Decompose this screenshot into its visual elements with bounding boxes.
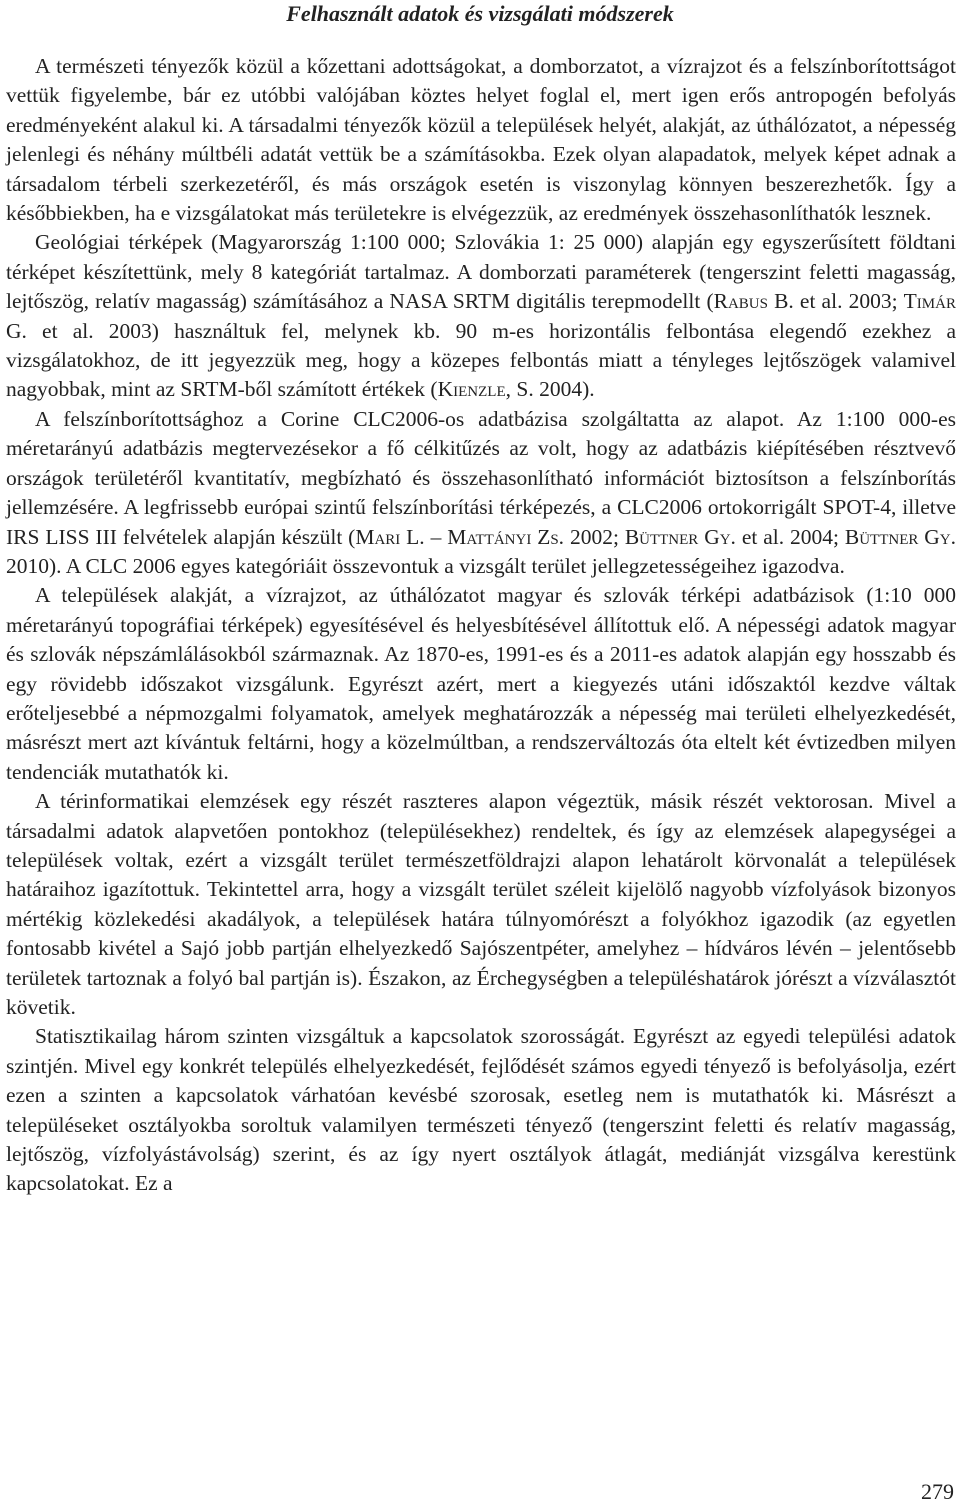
- paragraph-text: A természeti tényezők közül a kőzettani adottságokat, a domborzatot, a vízrajzot és a felszínborítottságot vettük figyelembe, bár ez utóbbi valójában köztes helyet foglal el, mert igen erős antropogén befolyás eredményeként alakul ki. A társadalmi tényezők közül a települések helyét, alakját, az úthálózatot, a népesség jelenlegi és néhány múltbéli adatát vettük be a számításokba. Ezek olyan alapadatok, melyek képet adnak a társadalom térbeli szerkezetéről, és más országok esetén is viszonylag könnyen beszerezhetők. Így a későbbiekben, ha e vizsgálatokat más területekre is elvégezzük, az eredmények összehasonlíthatók lesznek.: [6, 54, 956, 226]
- citation-author: Timár: [903, 289, 956, 314]
- paragraph-text: B. et al. 2003;: [767, 289, 904, 314]
- paragraph-statistics: [6, 1022, 956, 1198]
- citation-author: Kienzle: [437, 377, 506, 402]
- paragraph-text: A települések alakját, a vízrajzot, az úthálózatot magyar és szlovák térképi adatbázisok (1:10 000 méretarányú topográfiai térképek) egyesítésével és helyesbítésével állítottuk elő. A népességi adatok magyar és szlovák népszámlálásokból származnak. Az 1870-es, 1991-es és a 2011-es adatok alapján egy hosszabb és egy rövidebb időszakot vizsgálunk. Egyrészt azért, mert a kiegyezés utáni időszaktól kezdve váltak erőteljesebbé a népmozgalmi folyamatok, amelyek meghatározzák a népesség mai területi elhelyezkedését, másrészt mert azt kívántuk feltárni, hogy a közelmúltban, a rendszerváltozás óta eltelt két évtizedben milyen tendenciák mutathatók ki.: [6, 583, 956, 784]
- paragraph-settlements-population: [6, 581, 956, 787]
- paragraph-text: Geológiai térképek (Magyarország 1:100 000; Szlovákia 1: 25 000) alapján egy egyszerűsített földtani térképet készítettünk, mely 8 kategóriát tartalmaz. A domborzati paraméterek (tengerszint feletti magasság, lejtőszög, relatív magasság) számításához a NASA SRTM digitális terepmodellt (: [6, 230, 956, 314]
- paragraph-geology-relief: [6, 228, 956, 404]
- paragraph-data-sources: [6, 52, 956, 228]
- paragraph-text: Statisztikailag három szinten vizsgáltuk a kapcsolatok szorosságát. Egyrészt az egyedi települési adatok szintjén. Mivel egy konkrét település elhelyezkedését, fejlődését számos egyedi tényező is befolyásolja, ezért ezen a szinten a kapcsolatok várhatóan kevésbé szorosak, esetleg nem is mutathatók ki. Másrészt a településeket osztályokba soroltuk valamilyen természeti tényező (tengerszint feletti és relatív magasság, lejtőszög, vízfolyástávolság) szerint, és az így nyert osztályok átlagát, mediánját vizsgálva kerestünk kapcsolatokat. Ez a: [6, 1024, 956, 1196]
- body-text: [6, 52, 956, 1199]
- paragraph-land-cover: [6, 405, 956, 581]
- citation-author: Büttner Gy.: [624, 524, 736, 549]
- paragraph-text: 2010). A CLC 2006 egyes kategóriáit összevontuk a vizsgált terület jellegzetességeihez igazodva.: [6, 553, 845, 578]
- paragraph-text: G. et al. 2003) használtuk fel, melynek kb. 90 m-es horizontális felbontása elegendő ezekhez a vizsgálatokhoz, de itt jegyezzük meg, hogy a közepes felbontás miatt a tényleges lejtőszögek valamivel nagyobbak, mint az SRTM-ből számított értékek (: [6, 318, 956, 402]
- paragraph-text: et al. 2004;: [735, 524, 845, 549]
- citation-author: Mari L.: [355, 524, 425, 549]
- paragraph-text: 2002;: [564, 524, 625, 549]
- paragraph-text: A térinformatikai elemzések egy részét raszteres alapon végeztük, másik részét vektorosan. Mivel a társadalmi adatok alapvetően pontokhoz (településekhez) rendeltek, és így az elemzések alapegységei a települések voltak, ezért a vizsgált terület természetföldrajzi alapon lehatárolt körvonalát a települések határaihoz igazítottuk. Tekintettel arra, hogy a vizsgált terület széleit kijelölő nagyobb vízfolyások bizonyos mértékig közlekedési akadályok, a települések határa túlnyomórészt a folyókhoz igazodik (az egyetlen fontosabb kivétel a Sajó jobb partján elhelyezkedő Sajószentpéter, amelyhez – hídváros lévén – jelentősebb területek tartoznak a folyó bal partján is). Északon, az Érchegységben a településhatárok jórészt a vízválasztót követik.: [6, 789, 956, 1019]
- citation-author: Büttner Gy.: [844, 524, 956, 549]
- section-heading: Felhasznált adatok és vizsgálati módszerek: [286, 1, 674, 26]
- paragraph-text: , S. 2004).: [505, 377, 595, 402]
- paragraph-text: A felszínborítottsághoz a Corine CLC2006-os adatbázisa szolgáltatta az alapot. Az 1:100 000-es méretarányú adatbázis megtervezésekor a fő célkitűzés az volt, hogy az adatbázis kiépítésében résztvevő országok területéről kvantitatív, megbízható és összehasonlítható információt biztosítson a felszínborítás jellemzésére. A legfrissebb európai szintű felszínborítási térképezés, a CLC2006 ortokorrigált SPOT-4, illetve IRS LISS III felvételek alapján készült (: [6, 406, 956, 549]
- citation-author: Mattányi Zs.: [447, 524, 565, 549]
- paragraph-gis-analysis: [6, 787, 956, 1022]
- page-number: 279: [921, 1479, 954, 1504]
- citation-author: Rabus: [713, 289, 768, 314]
- paragraph-text: –: [424, 524, 448, 549]
